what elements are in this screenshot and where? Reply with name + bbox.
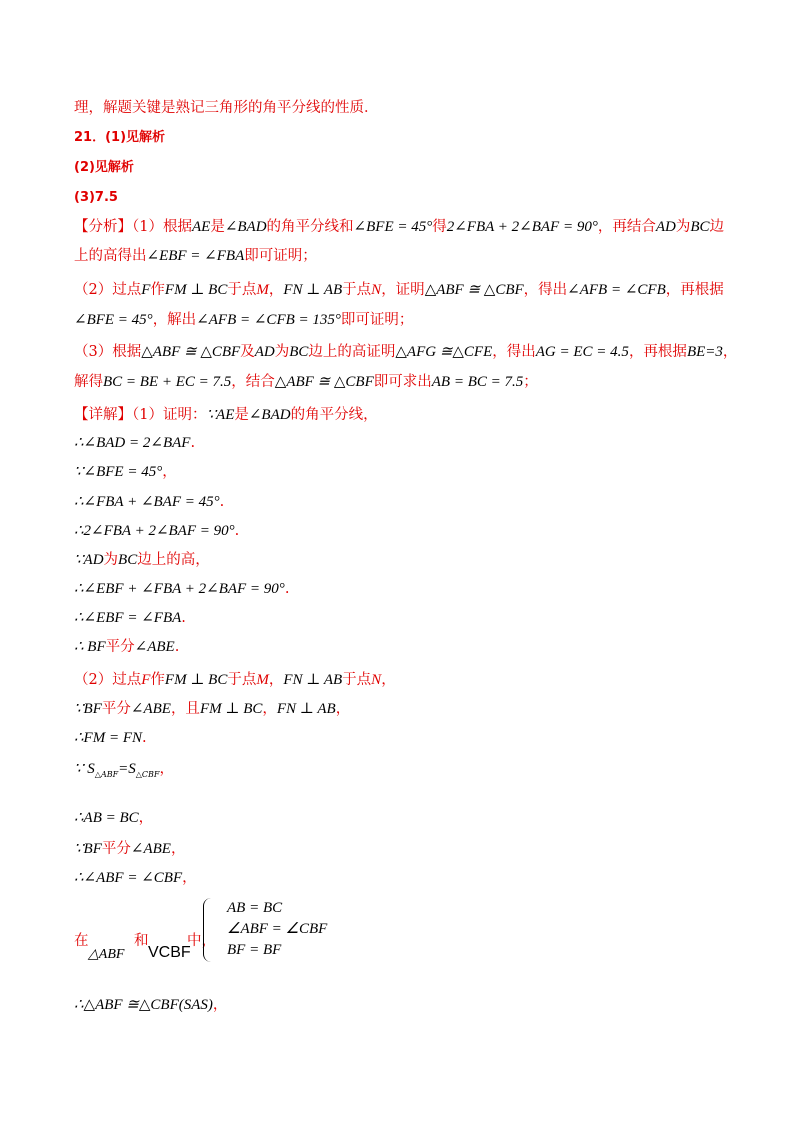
text-he: 和 bbox=[134, 933, 149, 949]
text-zhong: 中， bbox=[187, 933, 216, 949]
detail-line-3: ∵∠BFE = 45°， bbox=[74, 464, 177, 480]
detail-line-14: ∴AB = BC， bbox=[74, 810, 154, 826]
detail-line-7: ∴∠EBF + ∠FBA + 2∠BAF = 90°. bbox=[74, 581, 290, 597]
detail-line-17: ∴△ABF ≅△CBF(SAS)， bbox=[74, 997, 228, 1013]
answer-21-1: 21．(1)见解析 bbox=[74, 130, 166, 145]
detail-line-11: ∵BF平分∠ABE，且FM ⊥ BC，FN ⊥ AB， bbox=[74, 701, 351, 717]
detail-line-6: ∵AD为BC边上的高， bbox=[74, 552, 210, 568]
detail-line-12: ∴FM = FN. bbox=[74, 730, 147, 746]
detail-line-5: ∴2∠FBA + 2∠BAF = 90°. bbox=[74, 523, 240, 539]
detail-line-16: ∴∠ABF = ∠CBF， bbox=[74, 870, 197, 886]
equation-system: AB = BC ∠ABF = ∠CBF BF = BF bbox=[227, 900, 328, 958]
answer-21-3: (3)7.5 bbox=[74, 190, 118, 205]
detail-line-4: ∴∠FBA + ∠BAF = 45°. bbox=[74, 494, 225, 510]
text-line: 理，解题关键是熟记三角形的角平分线的性质． bbox=[74, 100, 379, 116]
answer-21-2: (2)见解析 bbox=[74, 160, 134, 175]
text-zai: 在 bbox=[74, 933, 89, 949]
detail-line-1: 【详解】（1）证明：∵AE是∠BAD的角平分线， bbox=[74, 407, 378, 423]
analysis-line-5: （3）根据△ABF ≅ △CBF及AD为BC边上的高证明△AFG ≅△CFE，得出AG = EC = 4.5，再根据BE=3， bbox=[74, 344, 738, 360]
detail-line-10: （2）过点F作FM ⊥ BC于点M，FN ⊥ AB于点N， bbox=[74, 672, 396, 688]
analysis-line-1: 【分析】（1）根据AE是∠BAD的角平分线和∠BFE = 45°得2∠FBA + 2∠BAF = 90°，再结合AD为BC边 bbox=[74, 219, 724, 235]
detail-line-13: ∵ $S_{\triangle ABF}=S_{\triangle CBF}$， bbox=[74, 761, 174, 779]
detail-line-2: ∴∠BAD = 2∠BAF. bbox=[74, 435, 196, 451]
detail-line-9: ∴ BF平分∠ABE. bbox=[74, 639, 180, 655]
triangle-abf-label: △ABF bbox=[88, 947, 125, 962]
triangle-cbf-label: VCBF bbox=[148, 944, 191, 961]
analysis-line-6: 解得BC = BE + EC = 7.5，结合△ABF ≅ △CBF即可求出AB = BC = 7.5； bbox=[74, 374, 538, 390]
detail-line-8: ∴∠EBF = ∠FBA. bbox=[74, 610, 186, 626]
analysis-line-2: 上的高得出∠EBF = ∠FBA即可证明； bbox=[74, 248, 317, 264]
analysis-line-4: ∠BFE = 45°，解出∠AFB = ∠CFB = 135°即可证明； bbox=[74, 312, 414, 328]
analysis-line-3: （2）过点F作FM ⊥ BC于点M，FN ⊥ AB于点N，证明△ABF ≅ △CBF，得出∠AFB = ∠CFB，再根据 bbox=[74, 282, 724, 298]
detail-line-15: ∵BF平分∠ABE， bbox=[74, 841, 186, 857]
